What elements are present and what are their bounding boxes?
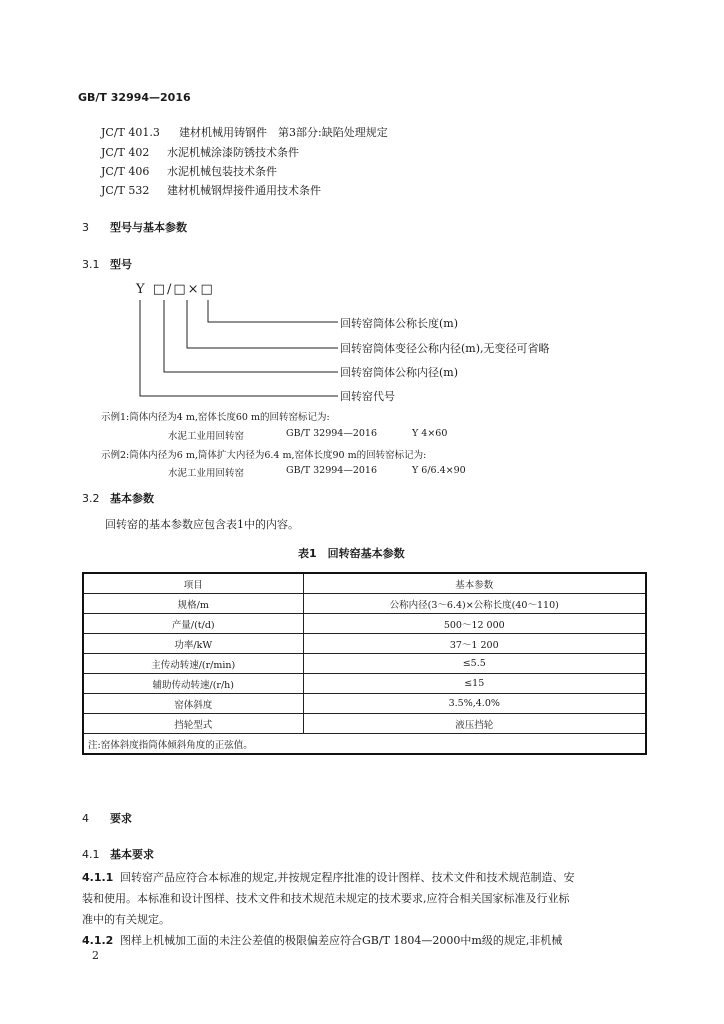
reference-item	[101, 124, 388, 140]
example-2-std: GB/T 32994—2016	[286, 465, 378, 476]
reference-title: 建材机械钢焊接件通用技术条件	[167, 184, 321, 197]
table-cell: 规格/m	[83, 594, 303, 614]
reference-code: JC/T 406	[101, 165, 150, 178]
table-header-cell: 项目	[83, 573, 303, 594]
clause-number: 4.1.1	[82, 871, 114, 884]
table-cell: 功率/kW	[83, 634, 303, 654]
table-cell: 液压挡轮	[303, 714, 646, 734]
section-heading: 4 要求	[82, 812, 132, 825]
table-row	[83, 714, 646, 734]
subsection-heading: 3.2 基本参数	[82, 492, 154, 505]
table-cell: 500～12 000	[303, 614, 646, 634]
table-row	[83, 634, 646, 654]
table-header-row	[83, 573, 646, 594]
table-cell: ≤5.5	[303, 654, 646, 674]
parameters-table	[82, 572, 647, 755]
example-2	[101, 447, 426, 461]
clause-number: 4.1.2	[82, 934, 114, 947]
document-header: GB/T 32994—2016	[78, 91, 191, 104]
example-1	[101, 409, 330, 423]
table-note-row	[83, 734, 646, 755]
model-label-variable-diameter: 回转窑筒体变径公称内径(m),无变径可省略	[340, 342, 550, 355]
clause-line: 图样上机械加工面的未注公差值的极限偏差应符合GB/T 1804—2000中m级的规定,非机械	[120, 934, 563, 947]
table-cell: 3.5%,4.0%	[303, 694, 646, 714]
model-label-kiln-code: 回转窑代号	[340, 390, 395, 403]
reference-title: 水泥机械涂漆防锈技术条件	[167, 146, 299, 159]
subsection-heading: 4.1 基本要求	[82, 848, 154, 861]
example-text: 筒体内径为4 m,窑体长度60 m的回转窑标记为:	[129, 412, 330, 423]
reference-code: JC/T 401.3	[101, 126, 160, 139]
table-cell: 公称内径(3～6.4)×公称长度(40～110)	[303, 594, 646, 614]
reference-code: JC/T 532	[101, 184, 150, 197]
reference-item	[101, 144, 299, 160]
example-2-mark: Y 6/6.4×90	[412, 465, 466, 476]
section-heading: 3 型号与基本参数	[82, 221, 187, 234]
table-cell: 辅助传动转速/(r/h)	[83, 674, 303, 694]
table-note: 注:窑体斜度指筒体倾斜角度的正弦值。	[83, 734, 646, 755]
table-row	[83, 674, 646, 694]
model-label-inner-diameter: 回转窑筒体公称内径(m)	[340, 366, 459, 379]
table-row	[83, 594, 646, 614]
model-designation-diagram	[130, 292, 350, 404]
table-cell: 窑体斜度	[83, 694, 303, 714]
reference-item	[101, 163, 277, 179]
table-cell: ≤15	[303, 674, 646, 694]
clause-line: 回转窑产品应符合本标准的规定,并按规定程序批准的设计图样、技术文件和技术规范制造、安	[120, 871, 575, 884]
table-row	[83, 614, 646, 634]
table-cell: 主传动转速/(r/min)	[83, 654, 303, 674]
example-1-std: GB/T 32994—2016	[286, 428, 378, 439]
example-lead: 示例1:	[101, 412, 130, 423]
example-1-mark: Y 4×60	[412, 428, 448, 439]
example-2-name: 水泥工业用回转窑	[168, 468, 245, 479]
table-header-cell: 基本参数	[303, 573, 646, 594]
reference-title: 建材机械用铸钢件 第3部分:缺陷处理规定	[179, 126, 388, 139]
paragraph: 回转窑的基本参数应包含表1中的内容。	[105, 518, 299, 531]
page-number: 2	[92, 949, 99, 962]
model-label-length: 回转窑筒体公称长度(m)	[340, 317, 459, 330]
reference-item	[101, 182, 321, 198]
clause-4-1-2	[82, 930, 648, 951]
table-cell: 挡轮型式	[83, 714, 303, 734]
example-lead: 示例2:	[101, 450, 130, 461]
reference-code: JC/T 402	[101, 146, 150, 159]
subsection-heading: 3.1 型号	[82, 258, 132, 271]
example-text: 筒体内径为6 m,筒体扩大内径为6.4 m,窑体长度90 m的回转窑标记为:	[129, 450, 427, 461]
table-cell: 37～1 200	[303, 634, 646, 654]
clause-line: 装和使用。本标准和设计图样、技术文件和技术规范未规定的技术要求,应符合相关国家标准及行业标	[82, 892, 570, 905]
clause-4-1-1	[82, 867, 648, 930]
clause-line: 准中的有关规定。	[82, 913, 170, 926]
reference-title: 水泥机械包装技术条件	[167, 165, 277, 178]
model-code: Y □/□×□	[136, 282, 215, 297]
table-caption: 表1 回转窑基本参数	[298, 547, 405, 560]
example-1-name: 水泥工业用回转窑	[168, 431, 245, 442]
table-row	[83, 694, 646, 714]
table-row	[83, 654, 646, 674]
table-cell: 产量/(t/d)	[83, 614, 303, 634]
